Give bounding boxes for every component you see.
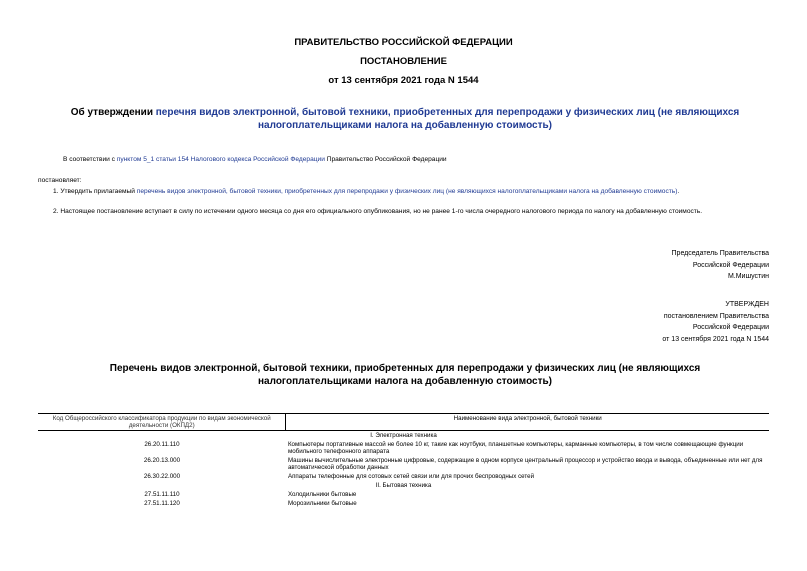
approval-line-4: от 13 сентября 2021 года N 1544	[662, 335, 769, 343]
approval-block	[662, 299, 769, 345]
approval-label: УТВЕРЖДЕН	[725, 301, 769, 308]
approval-line-3: Российской Федерации	[692, 324, 769, 331]
row-code: 27.51.11.110	[144, 491, 180, 498]
col-header-name: Наименование вида электронной, бытовой техники	[453, 415, 602, 422]
document-title	[45, 106, 765, 132]
document-title-prefix: Об утверждении	[70, 107, 156, 118]
approved-list-link[interactable]: перечень видов электронной, бытовой техники, приобретенных для перепродажи у физических лиц (не являющихся налогоплательщиками налога на добавленную стоимость)	[136, 188, 678, 195]
row-code: 26.20.13.000	[143, 457, 181, 464]
document-title-link[interactable]: перечня видов электронной, бытовой техники, приобретенных для перепродажи у физических лиц (не являющихся налогоплательщиками налога на добавленную стоимость)	[155, 107, 740, 131]
row-name: Морозильники бытовые	[287, 500, 357, 507]
section-row	[38, 431, 769, 441]
signature-name: М.Мишустин	[727, 273, 769, 280]
row-code: 26.30.22.000	[143, 473, 181, 480]
table-row	[38, 440, 769, 456]
row-name: Компьютеры портативные массой не более 10 кг, такие как ноутбуки, планшетные компьютеры, карманные компьютеры, в том числе совмещающие функции мобильного телефонного аппарата	[287, 441, 744, 455]
tax-code-link[interactable]: пунктом 5_1 статьи 154 Налогового кодекса Российской Федерации	[116, 156, 325, 163]
preamble	[63, 155, 763, 164]
section-row	[38, 481, 769, 490]
preamble-prefix: В соответствии с	[63, 156, 117, 163]
equipment-table	[38, 413, 769, 508]
table-row	[38, 499, 769, 508]
row-name: Аппараты телефонные для сотовых сетей связи или для прочих беспроводных сетей	[287, 473, 535, 480]
row-code: 27.51.11.120	[144, 500, 180, 507]
signature-block	[672, 248, 769, 283]
signature-position: Председатель Правительства	[671, 250, 769, 257]
row-name: Машины вычислительные электронные цифровые, содержащие в одном корпусе центральный процессор и устройство ввода и вывода, объединенные или нет для автоматической обработки данных	[287, 457, 763, 471]
col-header-code-text: Код Общероссийского классификатора продукции по видам экономической деятельности (ОКПД2)	[52, 415, 271, 429]
document-type: ПОСТАНОВЛЕНИЕ	[360, 56, 447, 67]
section-household: II. Бытовая техника	[375, 482, 432, 489]
item1-prefix: 1. Утвердить прилагаемый	[53, 188, 137, 195]
section-electronic: I. Электронная техника	[370, 432, 437, 439]
table-header-row	[38, 414, 769, 431]
item1-suffix: .	[677, 188, 680, 195]
approval-line-2: постановлением Правительства	[663, 312, 769, 320]
preamble-suffix: Правительство Российской Федерации	[324, 156, 447, 163]
list-title: Перечень видов электронной, бытовой техники, приобретенных для перепродажи у физических лиц (не являющихся налогоплательщиками налога на добавленную стоимость)	[109, 363, 701, 387]
table-row	[38, 472, 769, 481]
row-name: Холодильники бытовые	[287, 491, 357, 498]
col-header-code	[38, 414, 286, 431]
issuing-authority: ПРАВИТЕЛЬСТВО РОССИЙСКОЙ ФЕДЕРАЦИИ	[294, 37, 513, 48]
decision-item-2: 2. Настоящее постановление вступает в силу по истечении одного месяца со дня его официального опубликования, но не ранее 1-го числа очередного налогового периода по налогу на добавленную стоимость.	[53, 208, 703, 215]
table-row	[38, 456, 769, 472]
table-row	[38, 490, 769, 499]
decides-label: постановляет:	[38, 177, 82, 184]
document-date-number: от 13 сентября 2021 года N 1544	[328, 75, 479, 86]
decision-item-1	[53, 187, 773, 196]
row-code: 26.20.11.110	[144, 441, 180, 448]
signature-org: Российской Федерации	[692, 261, 769, 269]
